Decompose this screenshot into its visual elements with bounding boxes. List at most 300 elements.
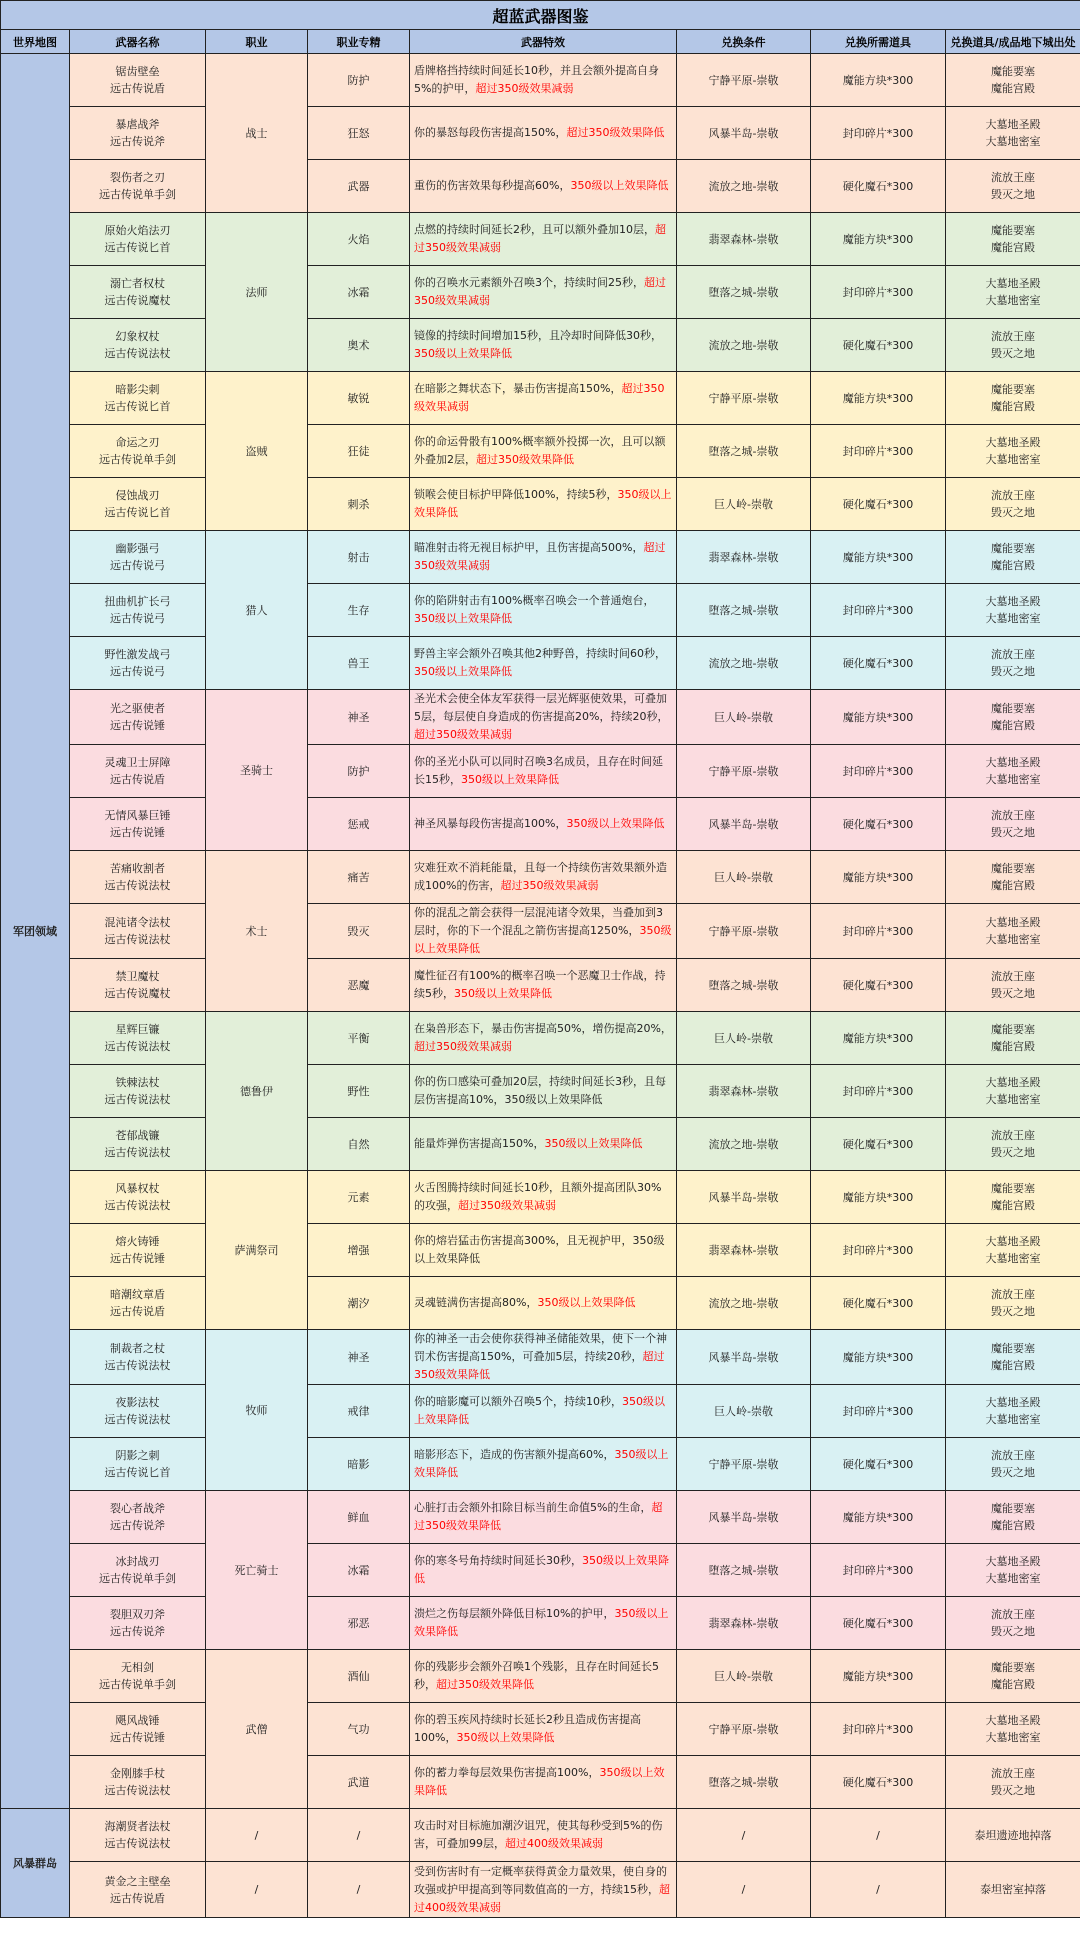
source-line: 魔能要塞	[991, 65, 1035, 78]
source-cell	[946, 904, 1080, 959]
source-line: 魔能宫殿	[991, 241, 1035, 254]
source-line: 泰坦密室掉落	[980, 1883, 1046, 1896]
weapon-name-cell	[70, 1277, 206, 1330]
item-cell: 硬化魔石*300	[811, 478, 946, 531]
effect-warning: 超过350级效果减弱	[414, 541, 666, 572]
source-line: 毁灭之地	[991, 506, 1035, 519]
source-line: 魔能要塞	[991, 542, 1035, 555]
effect-warning: 350级以上效果降低	[570, 179, 669, 192]
weapon-name-line: 禁卫魔杖	[115, 970, 160, 983]
effect-cell	[410, 1224, 677, 1277]
effect-text: 火舌图腾持续时间延长10秒，且额外提高团队30%的攻强，	[414, 1181, 662, 1212]
effect-cell	[410, 584, 677, 637]
weapon-name-line: 远古传说法杖	[104, 347, 171, 360]
table-row	[1, 745, 1080, 798]
col-header-weapon: 武器名称	[70, 30, 206, 54]
table-row	[1, 1385, 1080, 1438]
weapon-name-cell	[70, 1224, 206, 1277]
effect-cell	[410, 1118, 677, 1171]
weapon-name-cell	[70, 1491, 206, 1544]
effect-warning: 350级以上效果降低	[414, 612, 512, 625]
source-cell	[946, 1171, 1080, 1224]
weapon-name-line: 远古传说法杖	[104, 1784, 171, 1797]
weapon-name-cell	[70, 531, 206, 584]
effect-warning: 350级以上效果降低	[414, 1766, 665, 1797]
item-cell: 魔能方块*300	[811, 372, 946, 425]
spec-cell: 鲜血	[308, 1491, 410, 1544]
spec-cell: 神圣	[308, 1330, 410, 1385]
source-line: 魔能要塞	[991, 1342, 1035, 1355]
effect-cell	[410, 1491, 677, 1544]
item-cell: 封印碎片*300	[811, 745, 946, 798]
effect-cell	[410, 690, 677, 745]
source-line: 魔能宫殿	[991, 1519, 1035, 1532]
effect-cell	[410, 54, 677, 107]
weapon-name-line: 远古传说单手剑	[99, 453, 176, 466]
weapon-name-line: 野性激发战弓	[104, 648, 171, 661]
weapon-name-cell	[70, 637, 206, 690]
item-cell: 魔能方块*300	[811, 851, 946, 904]
source-line: 大墓地密室	[985, 294, 1041, 307]
effect-warning: 350级以上效果降低	[456, 1731, 555, 1744]
weapon-name-line: 远古传说匕首	[104, 1466, 171, 1479]
source-line: 流放王座	[991, 330, 1035, 343]
source-cell	[946, 478, 1080, 531]
spec-cell: 生存	[308, 584, 410, 637]
source-line: 魔能宫殿	[991, 400, 1035, 413]
source-line: 大墓地密室	[985, 1731, 1041, 1744]
weapon-name-line: 远古传说魔杖	[104, 294, 171, 307]
effect-cell	[410, 1597, 677, 1650]
effect-warning: 350级以上效果降低	[537, 1296, 636, 1309]
condition-cell: 堕落之城-崇敬	[677, 584, 811, 637]
spec-cell: /	[308, 1809, 410, 1862]
condition-cell: 巨人岭-崇敬	[677, 1650, 811, 1703]
weapon-name-line: 远古传说弓	[110, 612, 165, 625]
weapon-name-line: 熔火铸锤	[115, 1235, 160, 1248]
item-cell: 封印碎片*300	[811, 1544, 946, 1597]
source-cell	[946, 1065, 1080, 1118]
source-line: 毁灭之地	[991, 1625, 1035, 1638]
effect-text: 盾牌格挡持续时间延长10秒，并且会额外提高自身5%的护甲，	[414, 64, 659, 95]
weapon-name-cell	[70, 904, 206, 959]
table-row	[1, 1756, 1080, 1809]
effect-cell	[410, 1065, 677, 1118]
class-cell: 死亡骑士	[206, 1491, 308, 1650]
weapon-name-line: 远古传说锤	[110, 719, 165, 732]
table-row	[1, 637, 1080, 690]
table-row	[1, 1809, 1080, 1862]
weapon-name-line: 远古传说法杖	[104, 1093, 171, 1106]
table-row	[1, 1065, 1080, 1118]
source-line: 魔能要塞	[991, 1023, 1035, 1036]
item-cell: 硬化魔石*300	[811, 798, 946, 851]
source-line: 大墓地圣殿	[985, 756, 1041, 769]
weapon-name-cell	[70, 319, 206, 372]
spec-cell: 增强	[308, 1224, 410, 1277]
table-row	[1, 266, 1080, 319]
table-row	[1, 213, 1080, 266]
effect-text: 灵魂链满伤害提高80%，	[414, 1296, 538, 1309]
source-cell	[946, 1118, 1080, 1171]
weapon-name-line: 冰封战刃	[115, 1555, 160, 1568]
effect-warning: 350级以上效果降低	[414, 347, 512, 360]
spec-cell: 惩戒	[308, 798, 410, 851]
effect-text: 你的圣光小队可以同时召唤3名成员，且存在时间延长15秒，	[414, 755, 663, 786]
source-cell	[946, 1277, 1080, 1330]
effect-text: 你的陷阱射击有100%概率召唤会一个普通炮台，	[414, 594, 655, 607]
effect-cell	[410, 531, 677, 584]
weapon-name-line: 黄金之主壁垒	[104, 1874, 171, 1888]
weapon-name-cell	[70, 584, 206, 637]
source-cell	[946, 1491, 1080, 1544]
class-cell: 圣骑士	[206, 690, 308, 851]
effect-text: 神圣风暴每段伤害提高100%，	[414, 817, 567, 830]
effect-cell	[410, 1438, 677, 1491]
source-cell	[946, 213, 1080, 266]
spec-cell: 自然	[308, 1118, 410, 1171]
spec-cell: 防护	[308, 54, 410, 107]
weapon-name-cell	[70, 1544, 206, 1597]
item-cell: 硬化魔石*300	[811, 1277, 946, 1330]
weapon-name-line: 制裁者之杖	[110, 1342, 165, 1355]
col-header-map: 世界地图	[1, 30, 70, 54]
weapon-name-line: 远古传说锤	[110, 826, 165, 839]
weapon-name-line: 阴影之刺	[115, 1449, 160, 1462]
effect-text: 镜像的持续时间增加15秒，且冷却时间降低30秒，	[414, 329, 662, 342]
weapon-name-line: 光之驱使者	[110, 702, 165, 715]
source-line: 大墓地密室	[985, 773, 1041, 786]
table-row	[1, 1118, 1080, 1171]
source-cell	[946, 425, 1080, 478]
table-row	[1, 319, 1080, 372]
item-cell: 封印碎片*300	[811, 266, 946, 319]
table-row	[1, 798, 1080, 851]
effect-warning: 超过400级效果减弱	[414, 1882, 670, 1914]
item-cell: 硬化魔石*300	[811, 637, 946, 690]
source-line: 流放王座	[991, 171, 1035, 184]
condition-cell: 风暴半岛-崇敬	[677, 1491, 811, 1544]
weapon-name-cell	[70, 1330, 206, 1385]
source-line: 魔能宫殿	[991, 1199, 1035, 1212]
condition-cell: 巨人岭-崇敬	[677, 1385, 811, 1438]
weapon-name-line: 暗影尖刺	[115, 383, 160, 396]
effect-cell	[410, 959, 677, 1012]
item-cell: 魔能方块*300	[811, 213, 946, 266]
effect-cell	[410, 1862, 677, 1918]
weapon-name-cell	[70, 745, 206, 798]
spec-cell: 敏锐	[308, 372, 410, 425]
effect-warning: 350级以上效果降低	[414, 488, 672, 519]
weapon-name-cell	[70, 213, 206, 266]
item-cell: 封印碎片*300	[811, 584, 946, 637]
spec-cell: 痛苦	[308, 851, 410, 904]
weapon-name-line: 远古传说单手剑	[99, 1678, 176, 1691]
source-line: 大墓地密室	[985, 933, 1041, 946]
spec-cell: 恶魔	[308, 959, 410, 1012]
source-line: 流放王座	[991, 1449, 1035, 1462]
condition-cell: 翡翠森林-崇敬	[677, 1597, 811, 1650]
effect-text: 重伤的伤害效果每秒提高60%，	[414, 179, 571, 192]
table-row	[1, 160, 1080, 213]
table-row	[1, 1703, 1080, 1756]
condition-cell: 堕落之城-崇敬	[677, 959, 811, 1012]
table-row	[1, 478, 1080, 531]
effect-text: 你的伤口感染可叠加20层，持续时间延长3秒，且每层伤害提高10%，350级以上效果降低	[414, 1075, 666, 1106]
effect-warning: 超过350级效果降低	[414, 1501, 663, 1532]
effect-cell	[410, 1650, 677, 1703]
class-cell: 盗贼	[206, 372, 308, 531]
class-cell: 战士	[206, 54, 308, 213]
effect-text: 你的蓄力拳每层效果伤害提高100%，	[414, 1766, 600, 1779]
source-cell	[946, 1597, 1080, 1650]
weapon-name-cell	[70, 425, 206, 478]
col-header-class: 职业	[206, 30, 308, 54]
effect-text: 你的命运骨骰有100%概率额外投掷一次，且可以额外叠加2层，	[414, 435, 666, 466]
effect-text: 你的暗影魔可以额外召唤5个，持续10秒，	[414, 1395, 622, 1408]
effect-text: 点燃的持续时间延长2秒，且可以额外叠加10层，	[414, 223, 655, 236]
item-cell: 硬化魔石*300	[811, 1597, 946, 1650]
effect-text: 你的召唤水元素额外召唤3个，持续时间25秒，	[414, 276, 644, 289]
effect-warning: 350级以上效果降低	[454, 987, 552, 1000]
effect-warning: 超过350级效果降低	[566, 126, 665, 139]
weapon-name-cell	[70, 1171, 206, 1224]
spec-cell: 酒仙	[308, 1650, 410, 1703]
source-line: 魔能宫殿	[991, 82, 1035, 95]
source-line: 大墓地密室	[985, 612, 1041, 625]
source-line: 流放王座	[991, 1288, 1035, 1301]
effect-cell	[410, 425, 677, 478]
spec-cell: 射击	[308, 531, 410, 584]
weapon-name-line: 远古传说法杖	[104, 1359, 171, 1372]
weapon-name-cell	[70, 690, 206, 745]
weapon-name-line: 远古传说魔杖	[104, 987, 171, 1000]
effect-text: 你的碧玉疾风持续时长延长2秒且造成伤害提高100%，	[414, 1713, 641, 1744]
weapon-name-line: 远古传说斧	[110, 1519, 165, 1532]
table-row	[1, 1491, 1080, 1544]
effect-warning: 350级以上效果降低	[414, 924, 672, 955]
source-line: 魔能要塞	[991, 1502, 1035, 1515]
source-cell	[946, 531, 1080, 584]
source-cell	[946, 266, 1080, 319]
item-cell: 硬化魔石*300	[811, 1118, 946, 1171]
effect-warning: 超过350级效果减弱	[475, 82, 574, 95]
weapon-name-line: 金刚膝手杖	[110, 1767, 165, 1780]
col-header-source: 兑换道具/成品地下城出处	[946, 30, 1080, 54]
effect-text: 瞄准射击将无视目标护甲，且伤害提高500%，	[414, 541, 644, 554]
condition-cell: /	[677, 1809, 811, 1862]
source-line: 流放王座	[991, 1767, 1035, 1780]
effect-cell	[410, 904, 677, 959]
weapon-name-line: 远古传说法杖	[104, 879, 171, 892]
effect-warning: 350级以上效果降低	[414, 1554, 669, 1585]
condition-cell: 翡翠森林-崇敬	[677, 213, 811, 266]
table-row	[1, 425, 1080, 478]
class-cell: /	[206, 1809, 308, 1862]
weapon-name-line: 苦痛收割者	[110, 862, 165, 875]
effect-cell	[410, 160, 677, 213]
condition-cell: 堕落之城-崇敬	[677, 425, 811, 478]
weapon-name-line: 远古传说法杖	[104, 1837, 171, 1850]
effect-text: 你的寒冬号角持续时间延长30秒，	[414, 1554, 582, 1567]
weapon-name-cell	[70, 851, 206, 904]
weapon-name-line: 混沌诸令法杖	[104, 916, 171, 929]
source-line: 大墓地圣殿	[985, 595, 1041, 608]
item-cell: 魔能方块*300	[811, 1650, 946, 1703]
weapon-name-cell	[70, 1756, 206, 1809]
source-line: 大墓地圣殿	[985, 1076, 1041, 1089]
source-cell	[946, 1650, 1080, 1703]
spec-cell: 元素	[308, 1171, 410, 1224]
weapon-name-cell	[70, 1862, 206, 1918]
weapon-name-line: 暗潮纹章盾	[110, 1288, 165, 1301]
effect-cell	[410, 1171, 677, 1224]
col-header-spec: 职业专精	[308, 30, 410, 54]
source-line: 大墓地密室	[985, 135, 1041, 148]
spec-cell: 火焰	[308, 213, 410, 266]
source-line: 大墓地圣殿	[985, 1555, 1041, 1568]
source-cell	[946, 372, 1080, 425]
weapon-name-line: 裂伤者之刃	[110, 171, 165, 184]
spec-cell: 潮汐	[308, 1277, 410, 1330]
weapon-name-line: 远古传说斧	[110, 1625, 165, 1638]
effect-cell	[410, 1385, 677, 1438]
weapon-name-line: 远古传说法杖	[104, 933, 171, 946]
weapon-name-line: 远古传说匕首	[104, 241, 171, 254]
condition-cell: 翡翠森林-崇敬	[677, 1065, 811, 1118]
spec-cell: 毁灭	[308, 904, 410, 959]
effect-warning: 350级以上效果降低	[414, 1395, 665, 1426]
effect-text: 在暗影之舞状态下，暴击伤害提高150%，	[414, 382, 622, 395]
source-line: 大墓地密室	[985, 1093, 1041, 1106]
weapon-name-line: 远古传说弓	[110, 665, 165, 678]
weapon-name-line: 暴虐战斧	[115, 118, 160, 131]
region-cell: 风暴群岛	[1, 1809, 70, 1918]
effect-cell	[410, 1330, 677, 1385]
effect-warning: 超过350级效果减弱	[414, 223, 666, 254]
source-line: 魔能要塞	[991, 1182, 1035, 1195]
spec-cell: 神圣	[308, 690, 410, 745]
effect-cell	[410, 1012, 677, 1065]
weapon-name-line: 幽影强弓	[115, 542, 160, 555]
table-row	[1, 1438, 1080, 1491]
table-row	[1, 1544, 1080, 1597]
class-cell: 猎人	[206, 531, 308, 690]
source-line: 毁灭之地	[991, 1784, 1035, 1797]
source-line: 流放王座	[991, 1608, 1035, 1621]
weapon-name-line: 远古传说匕首	[104, 506, 171, 519]
source-cell	[946, 584, 1080, 637]
item-cell: 封印碎片*300	[811, 1065, 946, 1118]
weapon-name-cell	[70, 959, 206, 1012]
effect-text: 灾难狂欢不消耗能量，且每一个持续伤害效果额外造成100%的伤害，	[414, 861, 667, 892]
item-cell: /	[811, 1862, 946, 1918]
table-row	[1, 1597, 1080, 1650]
condition-cell: 风暴半岛-崇敬	[677, 798, 811, 851]
table-row	[1, 372, 1080, 425]
class-cell: /	[206, 1862, 308, 1918]
table-row	[1, 1224, 1080, 1277]
class-cell: 法师	[206, 213, 308, 372]
weapon-name-line: 远古传说法杖	[104, 1040, 171, 1053]
effect-warning: 超过350级效果降低	[436, 1678, 534, 1691]
condition-cell: 风暴半岛-崇敬	[677, 107, 811, 160]
source-line: 大墓地圣殿	[985, 1396, 1041, 1409]
weapon-name-line: 远古传说单手剑	[99, 1572, 176, 1585]
condition-cell: 宁静平原-崇敬	[677, 372, 811, 425]
weapon-name-line: 远古传说盾	[110, 1305, 165, 1318]
weapon-name-line: 远古传说盾	[110, 82, 165, 95]
col-header-condition: 兑换条件	[677, 30, 811, 54]
weapon-name-line: 远古传说单手剑	[99, 188, 176, 201]
item-cell: 魔能方块*300	[811, 531, 946, 584]
spec-cell: 武道	[308, 1756, 410, 1809]
effect-text: 能量炸弹伤害提高150%，	[414, 1137, 545, 1150]
item-cell: 魔能方块*300	[811, 1491, 946, 1544]
condition-cell: 流放之地-崇敬	[677, 1277, 811, 1330]
source-line: 大墓地圣殿	[985, 277, 1041, 290]
effect-warning: 350级以上效果降低	[414, 665, 512, 678]
condition-cell: 翡翠森林-崇敬	[677, 531, 811, 584]
condition-cell: 风暴半岛-崇敬	[677, 1330, 811, 1385]
source-line: 魔能要塞	[991, 702, 1035, 715]
source-line: 大墓地圣殿	[985, 916, 1041, 929]
table-row	[1, 904, 1080, 959]
effect-text: 在枭兽形态下，暴击伤害提高50%，增伤提高20%，	[414, 1022, 672, 1035]
table-row	[1, 1862, 1080, 1918]
table-row	[1, 1650, 1080, 1703]
condition-cell: 堕落之城-崇敬	[677, 1756, 811, 1809]
effect-warning: 350级以上效果降低	[414, 1448, 669, 1479]
effect-warning: 超过350级效果减弱	[414, 728, 512, 741]
source-cell	[946, 798, 1080, 851]
condition-cell: 宁静平原-崇敬	[677, 54, 811, 107]
source-line: 流放王座	[991, 809, 1035, 822]
weapon-name-line: 飓风战锤	[115, 1714, 160, 1727]
condition-cell: 巨人岭-崇敬	[677, 851, 811, 904]
weapon-name-line: 锯齿壁垒	[115, 65, 160, 78]
effect-text: 圣光术会使全体友军获得一层光辉驱使效果，可叠加5层，每层使自身造成的伤害提高20%，持续20秒，	[414, 692, 669, 723]
weapon-name-line: 幻象权杖	[115, 330, 160, 343]
item-cell: 魔能方块*300	[811, 1330, 946, 1385]
effect-text: 暗影形态下，造成的伤害额外提高60%，	[414, 1448, 615, 1461]
table-row	[1, 851, 1080, 904]
weapon-name-cell	[70, 1703, 206, 1756]
col-header-item: 兑换所需道具	[811, 30, 946, 54]
source-cell	[946, 160, 1080, 213]
header-row	[1, 30, 1080, 54]
condition-cell: /	[677, 1862, 811, 1918]
spec-cell: 邪恶	[308, 1597, 410, 1650]
effect-cell	[410, 637, 677, 690]
weapon-name-cell	[70, 1385, 206, 1438]
table-row	[1, 1171, 1080, 1224]
source-line: 大墓地圣殿	[985, 118, 1041, 131]
item-cell: 魔能方块*300	[811, 1171, 946, 1224]
source-line: 大墓地密室	[985, 1413, 1041, 1426]
source-cell	[946, 1012, 1080, 1065]
region-cell: 军团领域	[1, 54, 70, 1809]
condition-cell: 流放之地-崇敬	[677, 1118, 811, 1171]
effect-warning: 超过350级效果减弱	[414, 1040, 512, 1053]
weapon-name-line: 命运之刃	[115, 436, 160, 449]
effect-text: 你的残影步会额外召唤1个残影，且存在时间延长5秒，	[414, 1660, 659, 1691]
spec-cell: 气功	[308, 1703, 410, 1756]
weapon-name-line: 远古传说弓	[110, 559, 165, 572]
source-line: 流放王座	[991, 489, 1035, 502]
source-cell	[946, 1330, 1080, 1385]
condition-cell: 巨人岭-崇敬	[677, 1012, 811, 1065]
